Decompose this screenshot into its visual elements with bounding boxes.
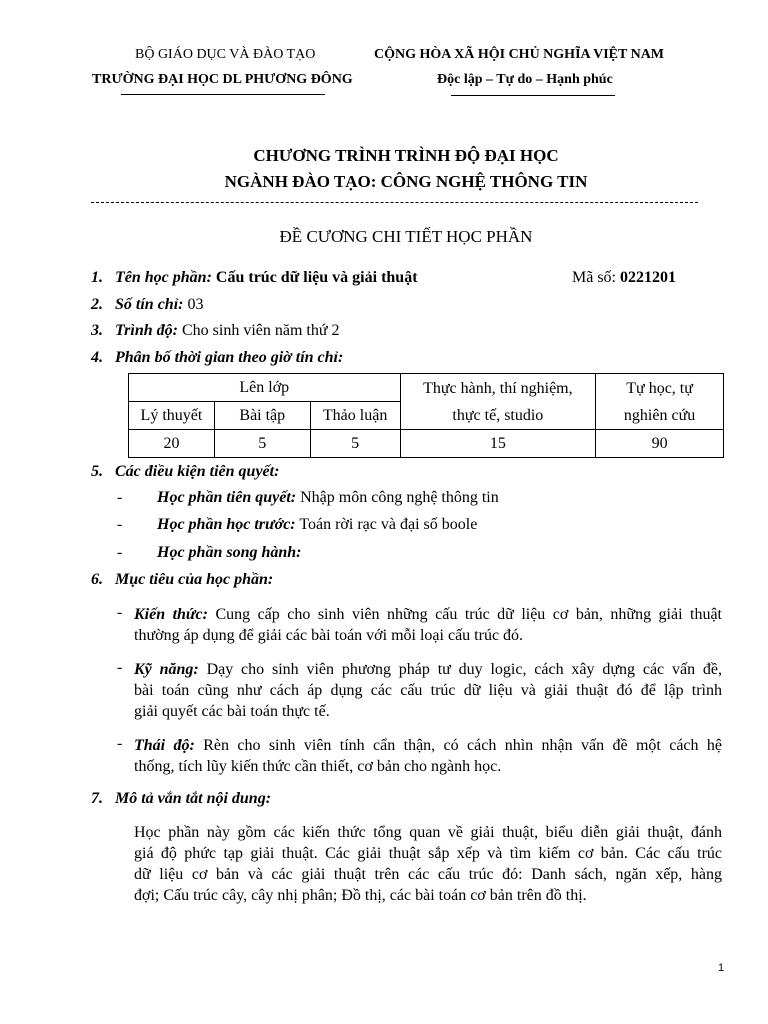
credits-label: Số tín chỉ: (115, 296, 184, 313)
list-dash: - (117, 604, 123, 621)
item-number: 5. (91, 463, 103, 480)
prior-course-value: Toán rời rạc và đại số boole (299, 516, 478, 533)
national-motto: Độc lập – Tự do – Hạnh phúc (437, 72, 613, 87)
ministry-name: BỘ GIÁO DỤC VÀ ĐÀO TẠO (135, 47, 316, 62)
item-number: 4. (91, 349, 103, 366)
credits-value: 03 (187, 296, 204, 313)
list-dash: - (117, 544, 123, 561)
prereq-course-value: Nhập môn công nghệ thông tin (300, 489, 499, 506)
prior-course-row (157, 516, 477, 534)
prereq-course-label: Học phần tiên quyết: (157, 489, 297, 506)
time-allocation-table (128, 373, 724, 458)
list-dash: - (117, 489, 123, 506)
discussion-header: Thảo luận (310, 402, 400, 430)
course-name-row (115, 269, 418, 287)
prior-course-label: Học phần học trước: (157, 516, 296, 533)
major-title: NGÀNH ĐÀO TẠO: CÔNG NGHỆ THÔNG TIN (224, 172, 588, 191)
prerequisites-label: Các điều kiện tiên quyết: (115, 463, 280, 480)
self-study-header: Tự học, tự nghiên cứu (596, 374, 724, 430)
knowledge-label: Kiến thức: (134, 606, 208, 623)
theory-header: Lý thuyết (129, 402, 215, 430)
level-value: Cho sinh viên năm thứ 2 (181, 322, 340, 339)
class-hours-header: Lên lớp (129, 374, 401, 402)
level-label: Trình độ: (115, 322, 178, 339)
course-name-label: Tên học phần: (115, 269, 212, 286)
list-dash: - (117, 735, 123, 752)
syllabus-title: ĐỀ CƯƠNG CHI TIẾT HỌC PHẦN (279, 227, 533, 246)
exercise-header: Bài tập (214, 402, 310, 430)
course-description: Học phần này gồm các kiến thức tổng quan về giải thuật, biểu diễn giải thuật, đánh giá độ phức tạp giải thuật. Các giải thuật sắp xếp và tìm kiếm cơ bản. Các cấu trúc dữ liệu cơ bản và các giải thuật trên các cấu trúc đó: Danh sách, ngăn xếp, hàng đợi; Cấu trúc cây, cây nhị phân; Đồ thị, các bài toán cơ bản trên đồ thị. (134, 824, 722, 904)
exercise-hours: 5 (214, 430, 310, 458)
description-label: Mô tả vắn tắt nội dung: (115, 790, 272, 807)
objectives-label: Mục tiêu của học phần: (115, 571, 274, 588)
practice-header: Thực hành, thí nghiệm, thực tế, studio (400, 374, 596, 430)
republic-name: CỘNG HÒA XÃ HỘI CHỦ NGHĨA VIỆT NAM (374, 47, 665, 62)
concurrent-course-label: Học phần song hành: (157, 544, 302, 561)
level-row (115, 322, 340, 340)
theory-hours: 20 (129, 430, 215, 458)
table-row (129, 430, 724, 458)
credits-row (115, 296, 203, 314)
skill-label: Kỹ năng: (134, 661, 199, 678)
prereq-course-row (157, 489, 499, 507)
item-number: 3. (91, 322, 103, 339)
motto-underline (451, 95, 615, 96)
time-allocation-label: Phân bố thời gian theo giờ tín chỉ: (115, 349, 344, 366)
course-name-value: Cấu trúc dữ liệu và giải thuật (215, 269, 418, 286)
item-number: 1. (91, 269, 103, 286)
list-dash: - (117, 659, 123, 676)
page-number: 1 (718, 962, 725, 974)
course-code-row (572, 269, 676, 287)
attitude-label: Thái độ: (134, 737, 195, 754)
item-number: 2. (91, 296, 103, 313)
program-title: CHƯƠNG TRÌNH TRÌNH ĐỘ ĐẠI HỌC (253, 146, 559, 165)
university-underline (121, 94, 325, 95)
skill-objective: Kỹ năng: Dạy cho sinh viên phương pháp tư duy logic, cách xây dựng các vấn đề, bài toán cũng như cách áp dụng các cấu trúc dữ liệu và giải thuật đó để lập trình giải quyết các bài toán thực tế. (134, 661, 723, 720)
self-study-hours: 90 (596, 430, 724, 458)
item-number: 6. (91, 571, 103, 588)
university-name: TRƯỜNG ĐẠI HỌC DL PHƯƠNG ĐÔNG (92, 72, 353, 87)
practice-hours: 15 (400, 430, 596, 458)
discussion-hours: 5 (310, 430, 400, 458)
course-code-label: Mã số: (572, 269, 616, 286)
list-dash: - (117, 516, 123, 533)
dashed-separator (91, 202, 698, 203)
item-number: 7. (91, 790, 103, 807)
knowledge-objective: Kiến thức: Cung cấp cho sinh viên những cấu trúc dữ liệu cơ bản, những giải thuật thường áp dụng để giải các bài toán với mỗi loại cấu trúc đó. (134, 606, 722, 644)
attitude-objective: Thái độ: Rèn cho sinh viên tính cẩn thận, có cách nhìn nhận vấn đề một cách hệ thống, tích lũy kiến thức cần thiết, cơ bản cho ngành học. (134, 737, 723, 775)
course-code-value: 0221201 (620, 269, 676, 286)
